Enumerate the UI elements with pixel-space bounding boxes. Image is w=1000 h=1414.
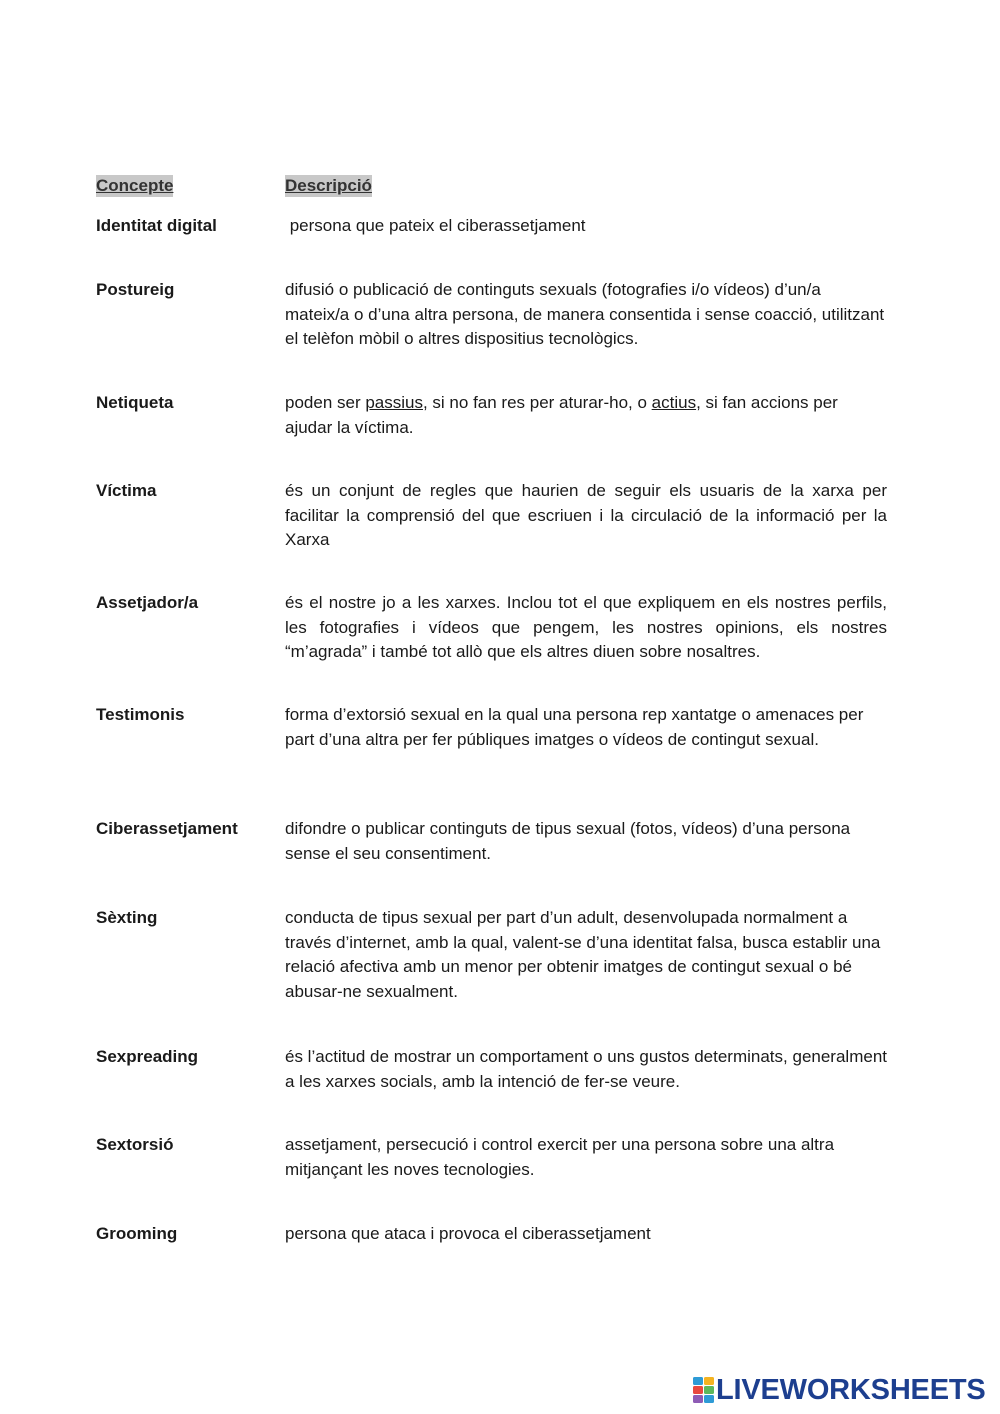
- concept-term: Netiqueta: [96, 393, 174, 412]
- underlined-term-actius: actius: [651, 393, 697, 412]
- concept-term: Víctima: [96, 481, 157, 500]
- underlined-term-passius: passius: [365, 393, 423, 412]
- liveworksheets-wordmark: LIVEWORKSHEETS: [716, 1374, 986, 1406]
- liveworksheets-logo: [692, 1372, 988, 1408]
- concept-description: conducta de tipus sexual per part d’un adult, desenvolupada normalment a través d’internet, amb la qual, valent-se d’una identitat falsa, busca establir una relació afectiva amb un menor per obtenir imatges de contingut sexual o bé abusar-ne sexualment.: [285, 908, 881, 1001]
- description-text: , si no fan res per aturar-ho, o: [422, 393, 652, 412]
- concept-term: Sexpreading: [96, 1047, 199, 1066]
- column-header-description: Descripció: [285, 176, 372, 195]
- concept-term: Identitat digital: [96, 216, 217, 235]
- concept-description: persona que pateix el ciberassetjament: [285, 216, 586, 235]
- concept-description: forma d’extorsió sexual en la qual una persona rep xantatge o amenaces per part d’una altra per fer públiques imatges o vídeos de contingut sexual.: [285, 705, 864, 749]
- description-text: poden ser: [285, 393, 366, 412]
- concept-description: és el nostre jo a les xarxes. Inclou tot el que expliquem en els nostres perfils, les fotografies i vídeos que pengem, les nostres opinions, els nostres “m’agrada” i també tot allò que els altres diuen sobre nosaltres.: [285, 593, 887, 661]
- description-text: , si fan accions per ajudar la víctima.: [285, 393, 838, 437]
- concept-term: Postureig: [96, 280, 175, 299]
- liveworksheets-logo-icon: [692, 1376, 716, 1404]
- concept-term: Testimonis: [96, 705, 185, 724]
- concept-description: és l’actitud de mostrar un comportament o uns gustos determinats, generalment a les xarxes socials, amb la intenció de fer-se veure.: [285, 1047, 887, 1091]
- column-header-concept: Concepte: [96, 176, 174, 195]
- concept-term: Grooming: [96, 1224, 178, 1243]
- concept-description: assetjament, persecució i control exercit per una persona sobre una altra mitjançant les noves tecnologies.: [285, 1135, 835, 1179]
- concept-term: Sèxting: [96, 908, 158, 927]
- concept-description: és un conjunt de regles que haurien de seguir els usuaris de la xarxa per facilitar la comprensió del que escriuen i la circulació de la informació per la Xarxa: [285, 481, 887, 549]
- concept-description: [285, 391, 887, 440]
- concept-term: Assetjador/a: [96, 593, 199, 612]
- concept-term: Ciberassetjament: [96, 819, 238, 838]
- concept-description: difusió o publicació de continguts sexuals (fotografies i/o vídeos) d’un/a mateix/a o d’una altra persona, de manera consentida i sense coacció, utilitzant el telèfon mòbil o altres dispositius tecnològics.: [285, 280, 885, 348]
- concept-term: Sextorsió: [96, 1135, 174, 1154]
- concept-description: difondre o publicar continguts de tipus sexual (fotos, vídeos) d’una persona sense el seu consentiment.: [285, 819, 851, 863]
- concept-description: persona que ataca i provoca el ciberassetjament: [285, 1224, 651, 1243]
